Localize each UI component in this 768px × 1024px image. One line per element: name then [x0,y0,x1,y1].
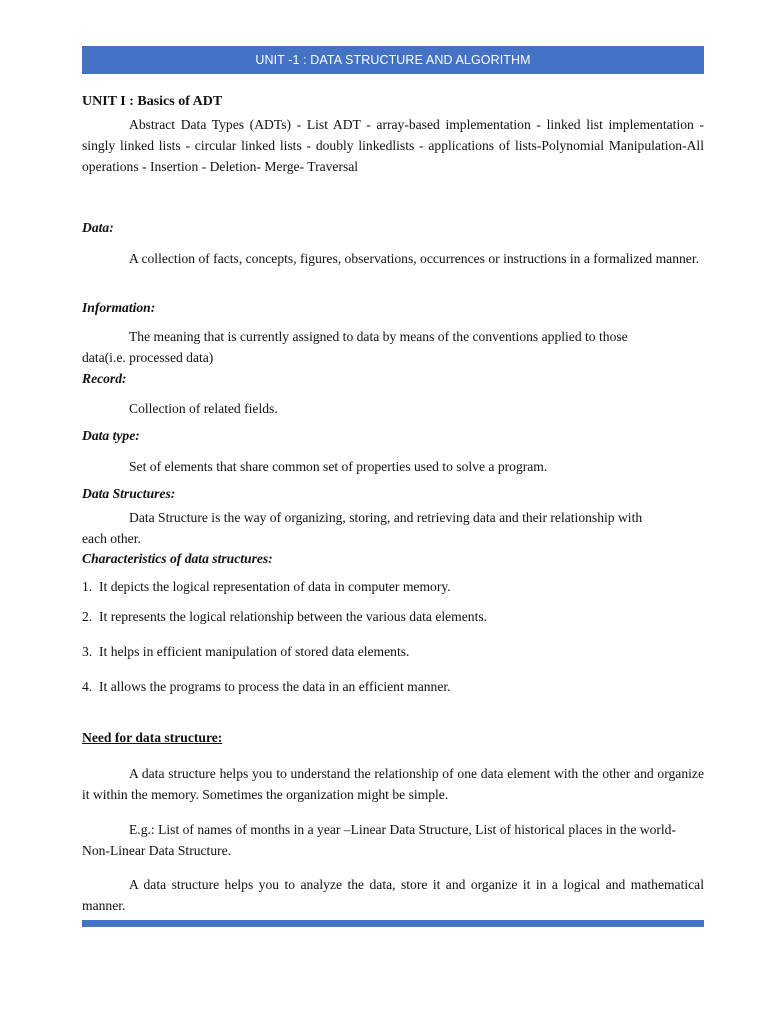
need-paragraph-2: E.g.: List of names of months in a year –Linear Data Structure, List of historical places in the world- Non-Linear Data Structure. [82,822,676,858]
list-number: 2. [82,609,93,624]
list-text: It represents the logical relationship between the various data elements. [99,609,488,624]
unit-intro: Abstract Data Types (ADTs) - List ADT - array-based implementation - linked list implementation - singly linked lists - circular linked lists - doubly linkedlists - applications of lists-Polynomial Manipulation-All operations - Insertion - Deletion- Merge- Traversal [82,117,704,174]
information-heading: Information: [82,300,156,315]
need-heading: Need for data structure: [82,730,223,745]
data-type-heading: Data type: [82,428,140,443]
page-header-bar: UNIT -1 : DATA STRUCTURE AND ALGORITHM [82,46,704,74]
characteristics-heading: Characteristics of data structures: [82,551,273,566]
information-text: The meaning that is currently assigned to data by means of the conventions applied to those data(i.e. processed data) [82,329,628,365]
page-footer-bar [82,920,704,927]
list-text: It depicts the logical representation of data in computer memory. [99,579,451,594]
list-text: It helps in efficient manipulation of stored data elements. [99,644,410,659]
list-number: 1. [82,579,93,594]
list-item [82,579,451,595]
data-type-text: Set of elements that share common set of properties used to solve a program. [129,459,548,474]
record-heading: Record: [82,371,127,386]
list-text: It allows the programs to process the data in an efficient manner. [99,679,451,694]
need-paragraph-1: A data structure helps you to understand the relationship of one data element with the other and organize it within the memory. Sometimes the organization might be simple. [82,766,704,802]
data-heading: Data: [82,220,114,235]
need-paragraph-3: A data structure helps you to analyze the data, store it and organize it in a logical and mathematical manner. [82,877,704,913]
data-text: A collection of facts, concepts, figures, observations, occurrences or instructions in a formalized manner. [129,251,699,266]
record-text: Collection of related fields. [129,401,278,416]
unit-title: UNIT I : Basics of ADT [82,94,223,109]
list-number: 3. [82,644,93,659]
list-item [82,679,451,695]
data-structures-text: Data Structure is the way of organizing, storing, and retrieving data and their relationship with each other. [82,510,643,546]
list-item [82,609,487,625]
list-item [82,644,409,660]
list-number: 4. [82,679,93,694]
data-structures-heading: Data Structures: [82,486,176,501]
